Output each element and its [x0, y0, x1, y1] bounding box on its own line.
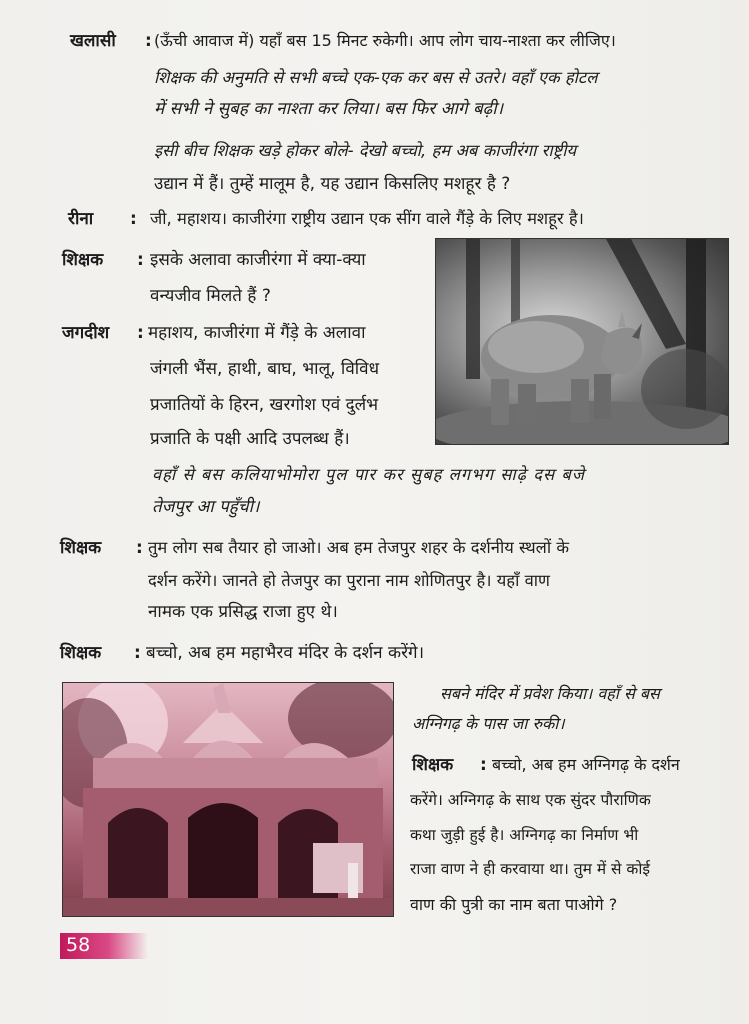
page-number-badge	[60, 933, 148, 959]
dialogue-text: प्रजातियों के हिरन, खरगोश एवं दुर्लभ	[150, 395, 379, 415]
speaker-jagdish: जगदीश	[62, 323, 110, 343]
speaker-teacher: शिक्षक	[60, 643, 102, 663]
speaker-khalasi: खलासी	[70, 31, 116, 51]
colon: :	[134, 643, 141, 663]
page-number: 58	[66, 934, 91, 956]
temple-illustration	[63, 683, 393, 916]
dialogue-text: बच्चो, अब हम महाभैरव मंदिर के दर्शन करेंगे।	[146, 643, 425, 663]
dialogue-text: प्रजाति के पक्षी आदि उपलब्ध हैं।	[150, 429, 350, 449]
dialogue-text: जंगली भैंस, हाथी, बाघ, भालू, विविध	[150, 359, 380, 379]
colon: :	[137, 323, 144, 343]
narration-line: उद्यान में हैं। तुम्हें मालूम है, यह उद्यान किसलिए मशहूर है ?	[154, 174, 511, 194]
rhino-illustration	[436, 239, 728, 444]
narration-line: वहाँ से बस कलियाभोमोरा पुल पार कर सुबह लगभग साढ़े दस बजे	[152, 465, 586, 484]
dialogue-text: दर्शन करेंगे। जानते हो तेजपुर का पुराना नाम शोणितपुर है। यहाँ वाण	[148, 571, 550, 590]
speaker-teacher: शिक्षक	[412, 755, 454, 775]
dialogue-text: इसके अलावा काजीरंगा में क्या-क्या	[150, 250, 366, 270]
speaker-reena: रीना	[68, 209, 94, 229]
dialogue-text: (ऊँची आवाज में) यहाँ बस 15 मिनट रुकेगी। आप लोग चाय-नाश्ता कर लीजिए।	[154, 31, 616, 50]
rhino-photo	[435, 238, 729, 445]
dialogue-text: तुम लोग सब तैयार हो जाओ। अब हम तेजपुर शहर के दर्शनीय स्थलों के	[148, 538, 570, 557]
dialogue-text: जी, महाशय। काजीरंगा राष्ट्रीय उद्यान एक सींग वाले गैंड़े के लिए मशहूर है।	[150, 209, 584, 228]
narration-line: इसी बीच शिक्षक खड़े होकर बोले- देखो बच्चो, हम अब काजीरंगा राष्ट्रीय	[154, 141, 577, 160]
colon: :	[137, 250, 144, 270]
narration-line: शिक्षक की अनुमति से सभी बच्चे एक-एक कर बस से उतरे। वहाँ एक होटल	[154, 68, 598, 87]
temple-photo	[62, 682, 394, 917]
speaker-teacher: शिक्षक	[60, 538, 102, 558]
dialogue-text: वन्यजीव मिलते हैं ?	[150, 286, 271, 306]
colon: :	[480, 755, 487, 775]
dialogue-text: करेंगे। अग्निगढ़ के साथ एक सुंदर पौराणिक	[410, 791, 651, 809]
narration-line: अग्निगढ़ के पास जा रुकी।	[412, 714, 565, 733]
dialogue-text: बच्चो, अब हम अग्निगढ़ के दर्शन	[492, 755, 680, 774]
narration-line: सबने मंदिर में प्रवेश किया। वहाँ से बस	[440, 684, 660, 703]
narration-line: तेजपुर आ पहुँची।	[152, 497, 260, 517]
speaker-teacher: शिक्षक	[62, 250, 104, 270]
dialogue-text: वाण की पुत्री का नाम बता पाओगे ?	[410, 895, 618, 914]
narration-line: में सभी ने सुबह का नाश्ता कर लिया। बस फिर आगे बढ़ी।	[154, 99, 504, 119]
colon: :	[145, 31, 152, 51]
dialogue-text: राजा वाण ने ही करवाया था। तुम में से कोई	[410, 860, 650, 878]
colon: :	[130, 209, 137, 229]
dialogue-text: महाशय, काजीरंगा में गैंड़े के अलावा	[148, 323, 366, 343]
dialogue-text: नामक एक प्रसिद्ध राजा हुए थे।	[148, 602, 338, 622]
dialogue-text: कथा जुड़ी हुई है। अग्निगढ़ का निर्माण भी	[410, 826, 639, 844]
colon: :	[136, 538, 143, 558]
